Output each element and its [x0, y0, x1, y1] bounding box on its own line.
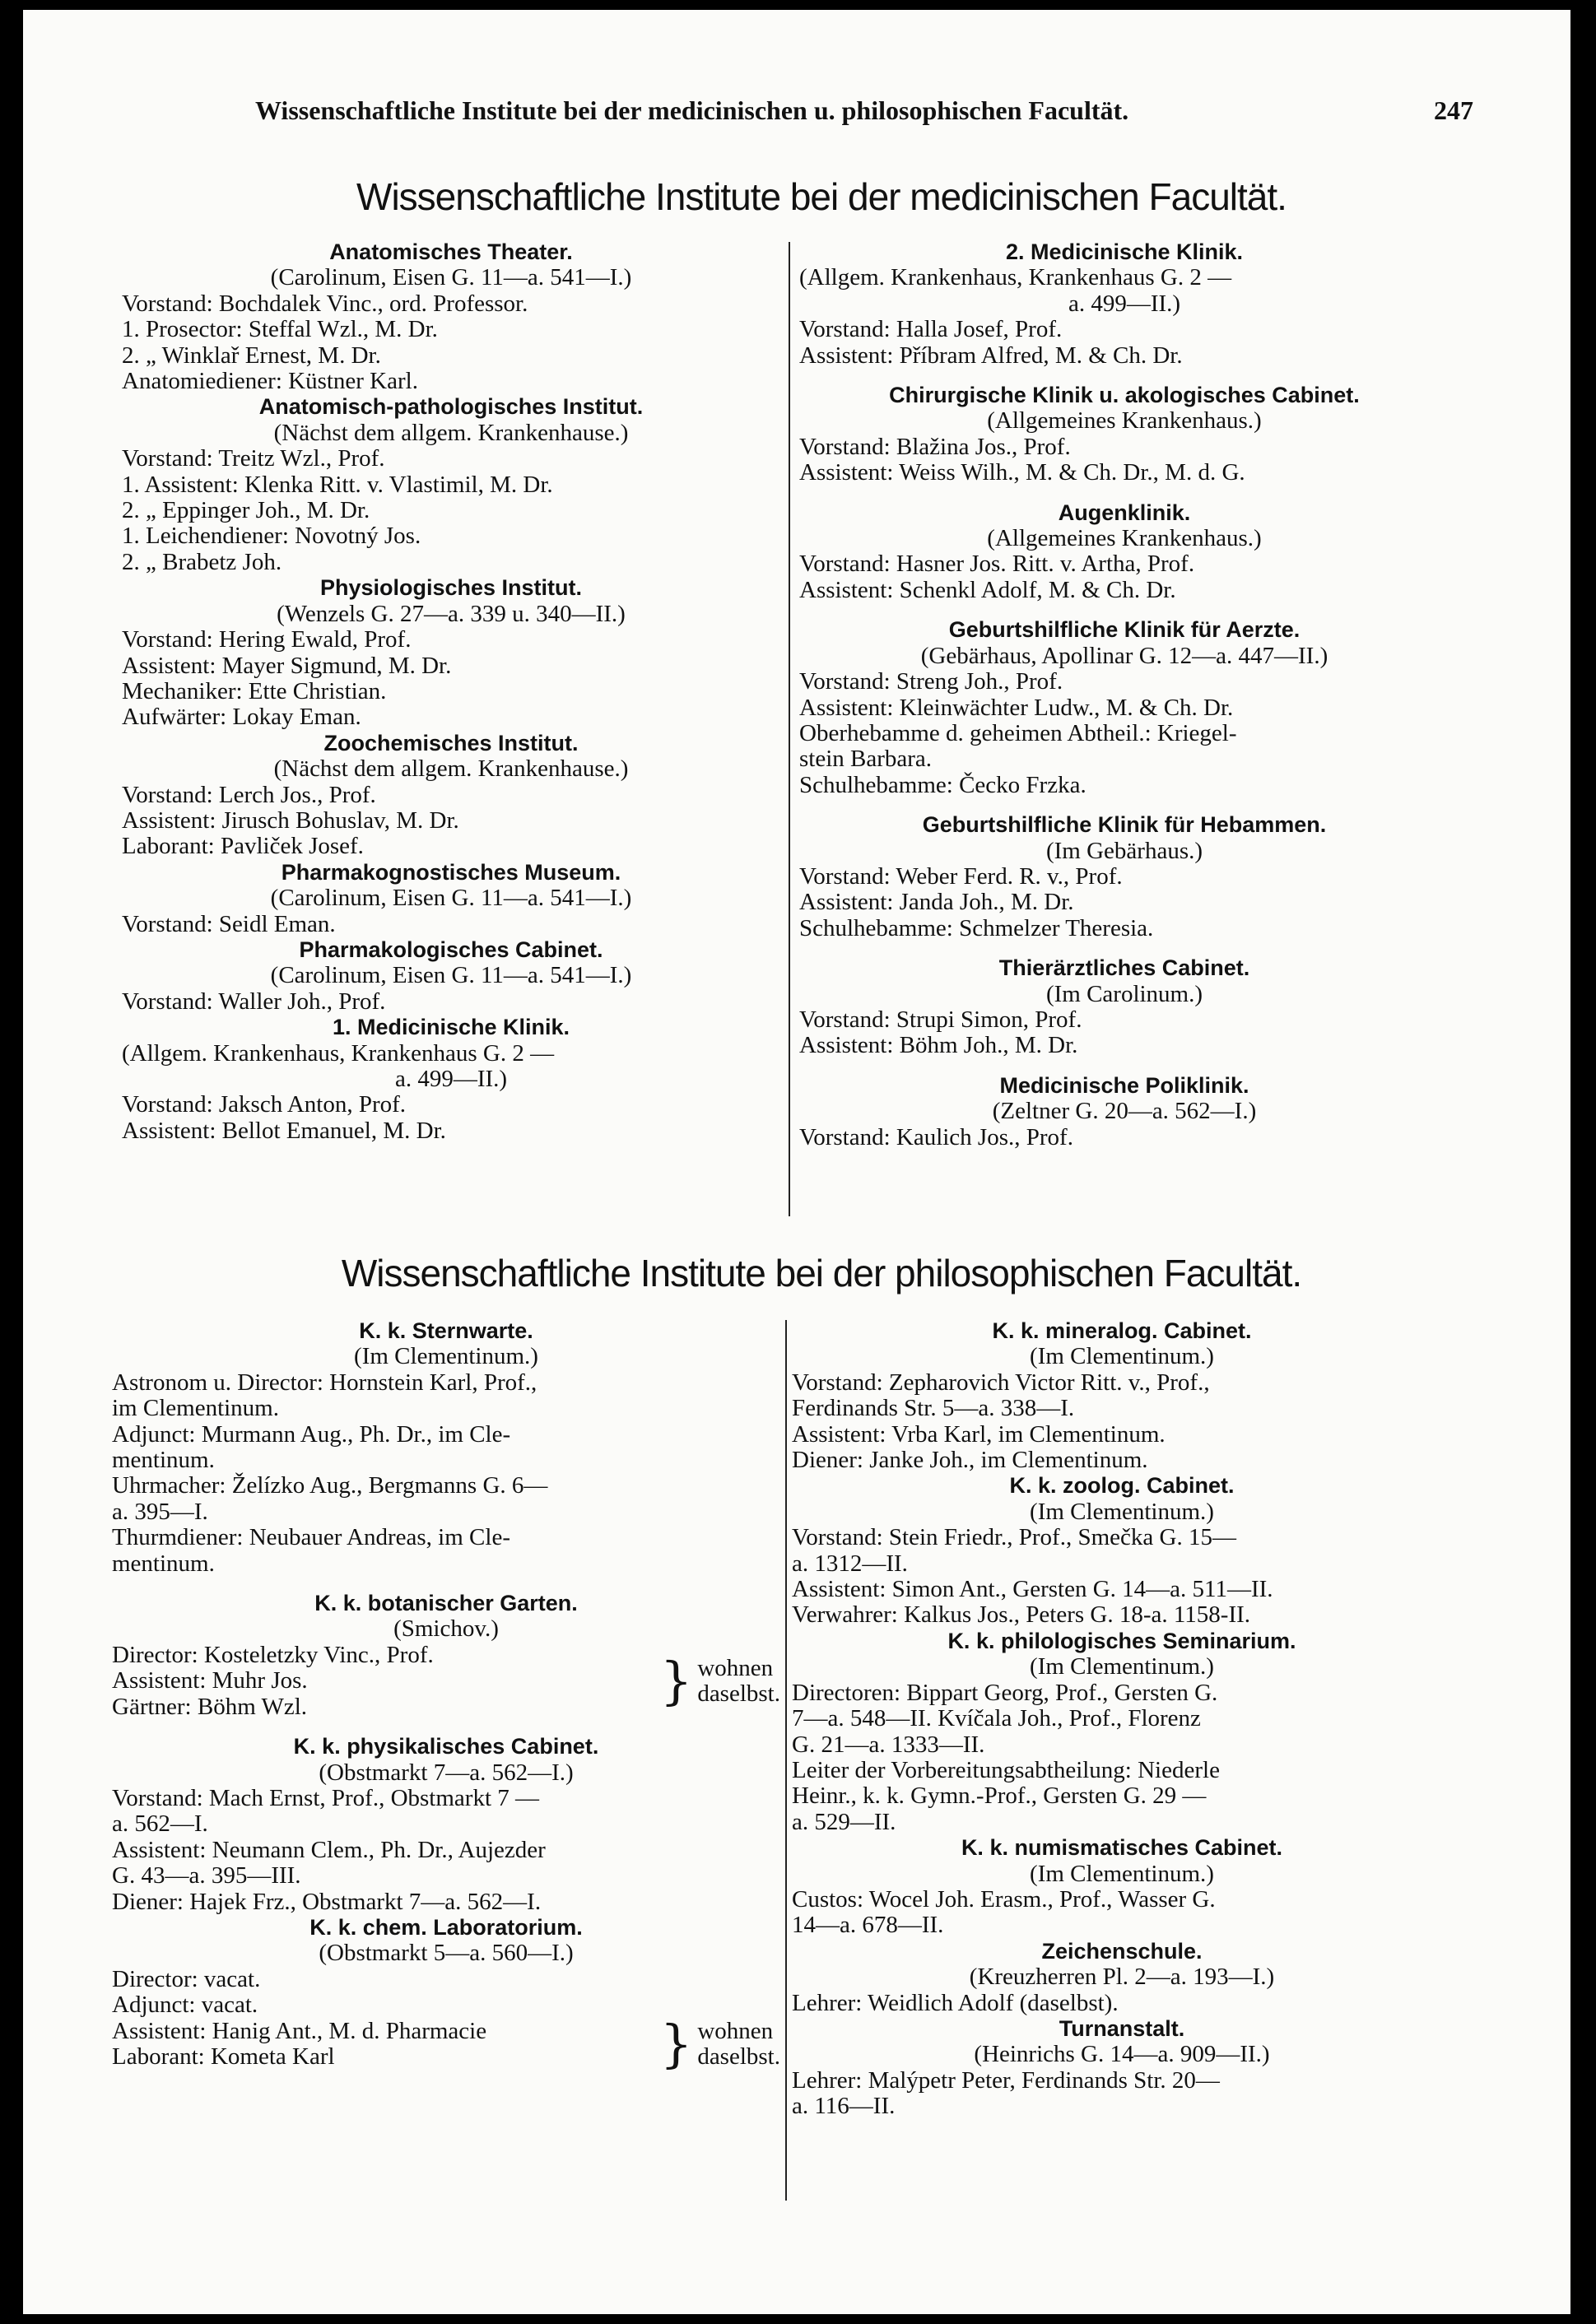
- medicine-left-column: [122, 239, 780, 1144]
- entry-line: Adjunct: vacat.: [112, 1992, 258, 2019]
- document-page: [23, 10, 1570, 2314]
- institute-address: (Heinrichs G. 14—a. 909—II.): [974, 2041, 1270, 2068]
- entry-line: Vorstand: Zepharovich Victor Ritt. v., Prof.,: [792, 1369, 1210, 1396]
- entry-line: a. 395—I.: [112, 1498, 208, 1525]
- entry-line: Thurmdiener: Neubauer Andreas, im Cle-: [112, 1524, 510, 1551]
- institute-address: (Im Clementinum.): [1030, 1498, 1214, 1525]
- entry-line: Vorstand: Treitz Wzl., Prof.: [122, 445, 385, 472]
- entry-line: Astronom u. Director: Hornstein Karl, Prof.,: [112, 1369, 537, 1396]
- entry-line: Vorstand: Streng Joh., Prof.: [799, 668, 1063, 695]
- entry-line: G. 43—a. 395—III.: [112, 1862, 301, 1889]
- entry-line: Vorstand: Bochdalek Vinc., ord. Professor.: [122, 290, 528, 317]
- institute-heading: Geburtshilfliche Klinik für Hebammen.: [922, 812, 1327, 838]
- entry-line: Vorstand: Hering Ewald, Prof.: [122, 626, 412, 653]
- section-title-philosophy: Wissenschaftliche Institute bei der philosophischen Facultät.: [341, 1252, 1302, 1294]
- institute-heading: Turnanstalt.: [1059, 2015, 1185, 2041]
- entry-line: Vorstand: Lerch Jos., Prof.: [122, 781, 376, 808]
- entry-line: Vorstand: Kaulich Jos., Prof.: [799, 1123, 1073, 1150]
- institute-address: (Carolinum, Eisen G. 11—a. 541—I.): [270, 264, 632, 291]
- institute-heading: Pharmakognostisches Museum.: [281, 859, 621, 885]
- entry-line: Assistent: Weiss Wilh., M. & Ch. Dr., M. d. G.: [799, 459, 1245, 486]
- institute-address: (Allgemeines Krankenhaus.): [987, 407, 1262, 435]
- entry-line: Assistent: Schenkl Adolf, M. & Ch. Dr.: [799, 576, 1176, 603]
- entry-line: Lehrer: Malýpetr Peter, Ferdinands Str. 20—: [792, 2066, 1220, 2094]
- institute-address: (Obstmarkt 5—a. 560—I.): [319, 1940, 574, 1967]
- group-note-line: daselbst.: [697, 2043, 780, 2070]
- institute-address: (Carolinum, Eisen G. 11—a. 541—I.): [270, 962, 632, 989]
- entry-line: Vorstand: Stein Friedr., Prof., Smečka G. 15—: [792, 1524, 1236, 1551]
- entry-line: Assistent: Hanig Ant., M. d. Pharmacie: [112, 2017, 487, 2044]
- philosophy-left-column: [112, 1318, 780, 2074]
- entry-line: (Allgem. Krankenhaus, Krankenhaus G. 2 —: [122, 1039, 555, 1067]
- entry-line: a. 562—I.: [112, 1810, 208, 1838]
- institute-heading: K. k. zoolog. Cabinet.: [1009, 1473, 1235, 1499]
- institute-heading: Physiologisches Institut.: [319, 575, 583, 601]
- entry-line: Custos: Wocel Joh. Erasm., Prof., Wasser G.: [792, 1885, 1216, 1913]
- institute-heading: 2. Medicinische Klinik.: [1005, 239, 1244, 264]
- entry-line: Vorstand: Halla Josef, Prof.: [799, 316, 1063, 343]
- group-note: [697, 2019, 780, 2070]
- entry-line: Laborant: Pavliček Josef.: [122, 833, 364, 860]
- entry-line: Anatomiediener: Küstner Karl.: [122, 368, 418, 395]
- entry-line: mentinum.: [112, 1447, 215, 1474]
- entry-line: Assistent: Simon Ant., Gersten G. 14—a. 511—II.: [792, 1576, 1273, 1603]
- institute-heading: K. k. botanischer Garten.: [314, 1591, 578, 1616]
- institute-address: (Smichov.): [393, 1615, 499, 1643]
- entry-line: G. 21—a. 1333—II.: [792, 1731, 985, 1758]
- entry-line: im Clementinum.: [112, 1395, 279, 1422]
- entry-line: Assistent: Böhm Joh., M. Dr.: [799, 1032, 1078, 1059]
- institute-heading: Medicinische Poliklinik.: [999, 1072, 1249, 1098]
- institute-heading: Chirurgische Klinik u. akologisches Cabinet.: [889, 383, 1360, 408]
- entry-lines: [112, 2019, 655, 2071]
- entry-line: Vorstand: Blažina Jos., Prof.: [799, 433, 1071, 460]
- institute-heading: K. k. numismatisches Cabinet.: [961, 1835, 1283, 1861]
- institute-address: (Nächst dem allgem. Krankenhause.): [273, 419, 629, 446]
- institute-heading: K. k. chem. Laboratorium.: [309, 1914, 583, 1940]
- institute-heading: K. k. philologisches Seminarium.: [947, 1628, 1296, 1653]
- institute-heading: K. k. mineralog. Cabinet.: [992, 1318, 1252, 1343]
- entry-line: (Allgem. Krankenhaus, Krankenhaus G. 2 —: [799, 264, 1232, 291]
- institute-heading: 1. Medicinische Klinik.: [332, 1015, 570, 1040]
- column-divider: [789, 242, 790, 1216]
- entry-line: Assistent: Bellot Emanuel, M. Dr.: [122, 1117, 446, 1144]
- institute-heading: Anatomisches Theater.: [329, 239, 573, 264]
- entry-line: Aufwärter: Lokay Eman.: [122, 704, 361, 731]
- entry-line: Director: vacat.: [112, 1965, 261, 1992]
- institute-address: (Obstmarkt 7—a. 562—I.): [319, 1759, 574, 1786]
- entry-line: Leiter der Vorbereitungsabtheilung: Niederle: [792, 1756, 1220, 1783]
- institute-heading: Thierärztliches Cabinet.: [998, 955, 1250, 981]
- institute-address: a. 499—II.): [1068, 290, 1181, 317]
- entry-line: 1. Leichendiener: Novotný Jos.: [122, 523, 421, 550]
- entry-line: Laborant: Kometa Karl: [112, 2043, 335, 2070]
- entry-line: Vorstand: Waller Joh., Prof.: [122, 988, 386, 1015]
- entry-line: 2. „ Brabetz Joh.: [122, 548, 282, 575]
- entry-line: a. 1312—II.: [792, 1550, 908, 1577]
- grouped-entries: [112, 2013, 780, 2074]
- entry-line: Schulhebamme: Čecko Frzka.: [799, 771, 1086, 798]
- entry-line: Director: Kosteletzky Vinc., Prof.: [112, 1641, 434, 1668]
- medicine-right-column: [799, 239, 1449, 1150]
- entry-line: Vorstand: Jaksch Anton, Prof.: [122, 1091, 407, 1118]
- entry-line: Verwahrer: Kalkus Jos., Peters G. 18-a. 1158-II.: [792, 1601, 1251, 1629]
- brace-symbol: }: [659, 2013, 693, 2074]
- entry-line: Assistent: Muhr Jos.: [112, 1667, 308, 1694]
- entry-line: Vorstand: Strupi Simon, Prof.: [799, 1006, 1082, 1033]
- entry-line: 1. Assistent: Klenka Ritt. v. Vlastimil, M. Dr.: [122, 471, 553, 498]
- entry-line: Assistent: Neumann Clem., Ph. Dr., Aujezder: [112, 1836, 546, 1863]
- entry-line: Diener: Hajek Frz., Obstmarkt 7—a. 562—I.: [112, 1888, 542, 1915]
- entry-line: Ferdinands Str. 5—a. 338—I.: [792, 1395, 1075, 1422]
- institute-heading: Anatomisch-pathologisches Institut.: [258, 394, 644, 420]
- group-note-line: wohnen: [697, 2017, 774, 2044]
- page-number: 247: [1434, 95, 1473, 125]
- institute-address: (Carolinum, Eisen G. 11—a. 541—I.): [270, 885, 632, 912]
- section-title-medicine: Wissenschaftliche Institute bei der medicinischen Facultät.: [356, 175, 1287, 218]
- grouped-entries: [112, 1643, 780, 1720]
- entry-line: Heinr., k. k. Gymn.-Prof., Gersten G. 29 —: [792, 1783, 1207, 1810]
- entry-line: Schulhebamme: Schmelzer Theresia.: [799, 914, 1154, 941]
- institute-address: (Im Clementinum.): [1030, 1343, 1214, 1370]
- institute-address: (Im Clementinum.): [1030, 1653, 1214, 1680]
- entry-line: mentinum.: [112, 1550, 215, 1577]
- institute-heading: Augenklinik.: [1058, 500, 1191, 525]
- institute-heading: Geburtshilfliche Klinik für Aerzte.: [948, 617, 1301, 643]
- entry-line: 2. „ Winklař Ernest, M. Dr.: [122, 342, 381, 369]
- entry-line: 2. „ Eppinger Joh., M. Dr.: [122, 497, 370, 524]
- institute-heading: Pharmakologisches Cabinet.: [299, 937, 603, 962]
- running-head-title: Wissenschaftliche Institute bei der medicinischen u. philosophischen Facultät.: [255, 95, 1129, 125]
- entry-line: Adjunct: Murmann Aug., Ph. Dr., im Cle-: [112, 1420, 511, 1448]
- group-note: [697, 1656, 780, 1707]
- institute-address: (Gebärhaus, Apollinar G. 12—a. 447—II.): [920, 642, 1328, 669]
- brace-symbol: }: [659, 1650, 693, 1711]
- entry-lines: [112, 1643, 655, 1720]
- philosophy-right-column: [792, 1318, 1452, 2120]
- column-divider: [785, 1320, 787, 2201]
- entry-line: Vorstand: Mach Ernst, Prof., Obstmarkt 7 —: [112, 1784, 539, 1811]
- institute-address: (Nächst dem allgem. Krankenhause.): [273, 755, 629, 783]
- entry-line: 1. Prosector: Steffal Wzl., M. Dr.: [122, 316, 438, 343]
- institute-heading: Zoochemisches Institut.: [323, 730, 579, 755]
- institute-address: (Kreuzherren Pl. 2—a. 193—I.): [969, 1964, 1275, 1991]
- entry-line: 14—a. 678—II.: [792, 1912, 944, 1939]
- institute-address: (Im Carolinum.): [1045, 980, 1203, 1007]
- entry-line: Assistent: Vrba Karl, im Clementinum.: [792, 1420, 1166, 1448]
- entry-line: Oberhebamme d. geheimen Abtheil.: Kriegel-: [799, 719, 1237, 746]
- entry-line: Assistent: Mayer Sigmund, M. Dr.: [122, 652, 452, 679]
- institute-address: (Zeltner G. 20—a. 562—I.): [992, 1098, 1257, 1125]
- entry-line: Diener: Janke Joh., im Clementinum.: [792, 1447, 1148, 1474]
- running-head: [255, 95, 1473, 137]
- entry-line: Mechaniker: Ette Christian.: [122, 677, 387, 704]
- entry-line: a. 529—II.: [792, 1808, 896, 1835]
- institute-address: (Allgemeines Krankenhaus.): [987, 525, 1262, 552]
- entry-line: a. 116—II.: [792, 2093, 896, 2120]
- entry-line: Vorstand: Seidl Eman.: [122, 910, 336, 937]
- entry-line: Gärtner: Böhm Wzl.: [112, 1693, 308, 1720]
- institute-address: (Im Gebärhaus.): [1045, 837, 1203, 864]
- entry-line: Assistent: Kleinwächter Ludw., M. & Ch. Dr.: [799, 694, 1234, 721]
- entry-line: 7—a. 548—II. Kvíčala Joh., Prof., Florenz: [792, 1705, 1201, 1732]
- entry-line: stein Barbara.: [799, 746, 933, 773]
- institute-heading: K. k. Sternwarte.: [359, 1318, 533, 1343]
- institute-address: (Im Clementinum.): [1030, 1860, 1214, 1887]
- institute-heading: Zeichenschule.: [1041, 1938, 1203, 1964]
- entry-line: Vorstand: Weber Ferd. R. v., Prof.: [799, 862, 1123, 890]
- institute-heading: K. k. physikalisches Cabinet.: [293, 1734, 599, 1759]
- entry-line: Assistent: Janda Joh., M. Dr.: [799, 889, 1074, 916]
- entry-line: Assistent: Příbram Alfred, M. & Ch. Dr.: [799, 342, 1183, 369]
- entry-line: Lehrer: Weidlich Adolf (daselbst).: [792, 1989, 1119, 2016]
- entry-line: Assistent: Jirusch Bohuslav, M. Dr.: [122, 806, 459, 834]
- entry-line: Directoren: Bippart Georg, Prof., Gersten G.: [792, 1679, 1218, 1706]
- group-note-line: wohnen: [697, 1654, 774, 1681]
- group-note-line: daselbst.: [697, 1680, 780, 1707]
- institute-address: (Wenzels G. 27—a. 339 u. 340—II.): [277, 600, 626, 627]
- institute-address: a. 499—II.): [394, 1066, 508, 1092]
- entry-line: Vorstand: Hasner Jos. Ritt. v. Artha, Prof.: [799, 551, 1195, 578]
- entry-line: Uhrmacher: Želízko Aug., Bergmanns G. 6—: [112, 1472, 548, 1499]
- institute-address: (Im Clementinum.): [354, 1343, 538, 1370]
